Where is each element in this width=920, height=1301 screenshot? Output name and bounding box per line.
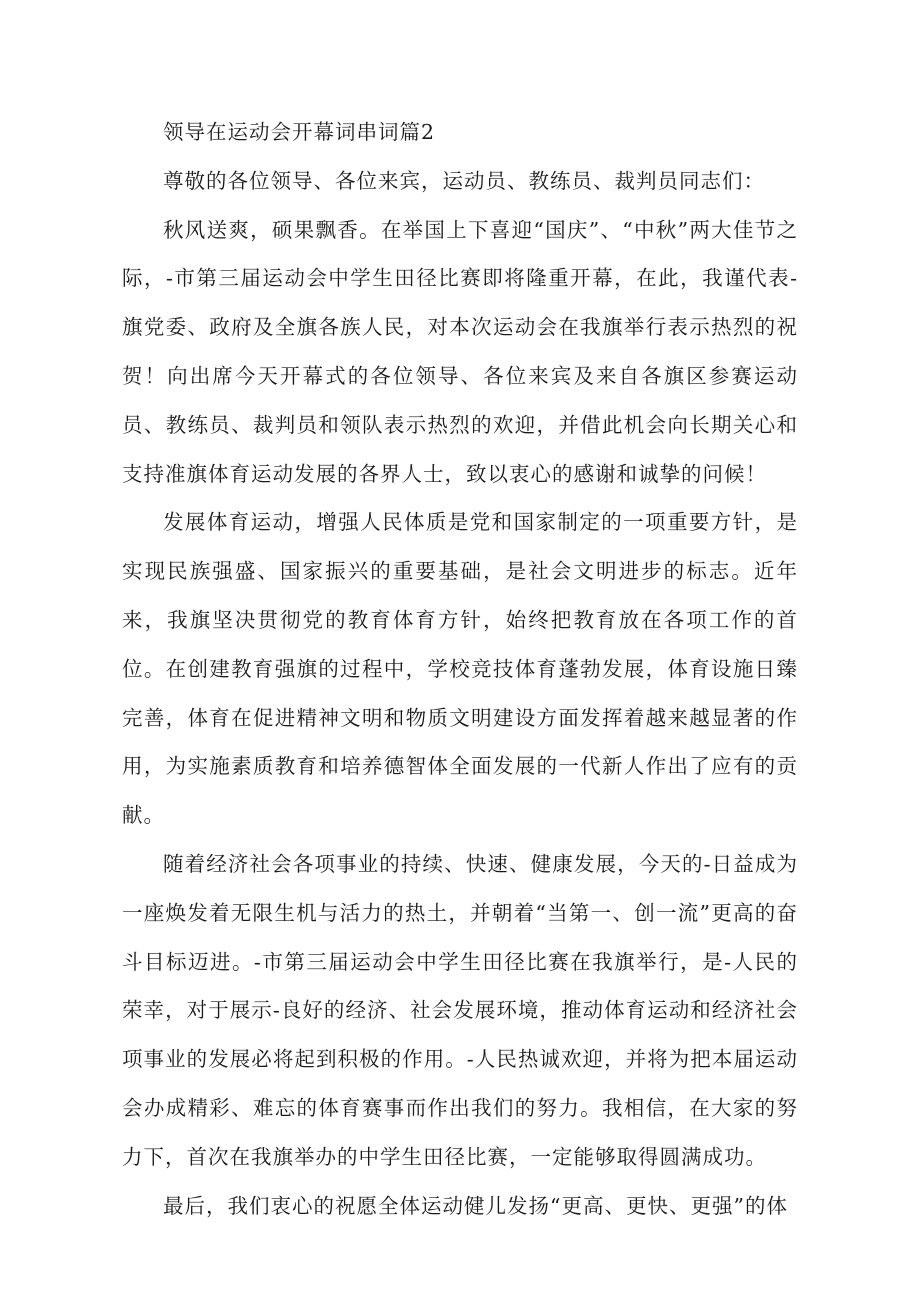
sports-policy-paragraph: 发展体育运动，增强人民体质是党和国家制定的一项重要方针，是实现民族强盛、国家振兴的重要基础，是社会文明进步的标志。近年来，我旗坚决贯彻党的教育体育方针，始终把教育放在各项工作的首位。在创建教育强旗的过程中，学校竞技体育蓬勃发展，体育设施日臻完善，体育在促进精神文明和物质文明建设方面发挥着越来越显著的作用，为实施素质教育和培养德智体全面发展的一代新人作出了应有的贡献。 xyxy=(122,510,798,828)
closing-paragraph: 最后，我们衷心的祝愿全体运动健儿发扬“更高、更快、更强”的体 xyxy=(163,1193,788,1218)
salutation-paragraph: 尊敬的各位领导、各位来宾，运动员、教练员、裁判员同志们： xyxy=(163,168,765,193)
development-paragraph: 随着经济社会各项事业的持续、快速、健康发展，今天的-日益成为一座焕发着无限生机与活力的热土，并朝着“当第一、创一流”更高的奋斗目标迈进。-市第三届运动会中学生田径比赛在我旗举行，是-人民的荣幸，对于展示-良好的经济、社会发展环境，推动体育运动和经济社会项事业的发展必将起到积极的作用。-人民热诚欢迎，并将为把本届运动会办成精彩、难忘的体育赛事而作出我们的努力。我相信，在大家的努力下，首次在我旗举办的中学生田径比赛，一定能够取得圆满成功。 xyxy=(122,851,798,1169)
document-body xyxy=(122,108,798,1230)
document-title: 领导在运动会开幕词串词篇2 xyxy=(163,120,436,144)
opening-paragraph: 秋风送爽，硕果飘香。在举国上下喜迎“国庆”、“中秋”两大佳节之际，-市第三届运动会中学生田径比赛即将隆重开幕，在此，我谨代表-旗党委、政府及全旗各族人民，对本次运动会在我旗举行表示热烈的祝贺！向出席今天开幕式的各位领导、各位来宾及来自各旗区参赛运动员、教练员、裁判员和领队表示热烈的欢迎，并借此机会向长期关心和支持准旗体育运动发展的各界人士，致以衷心的感谢和诚挚的问候！ xyxy=(122,217,798,486)
